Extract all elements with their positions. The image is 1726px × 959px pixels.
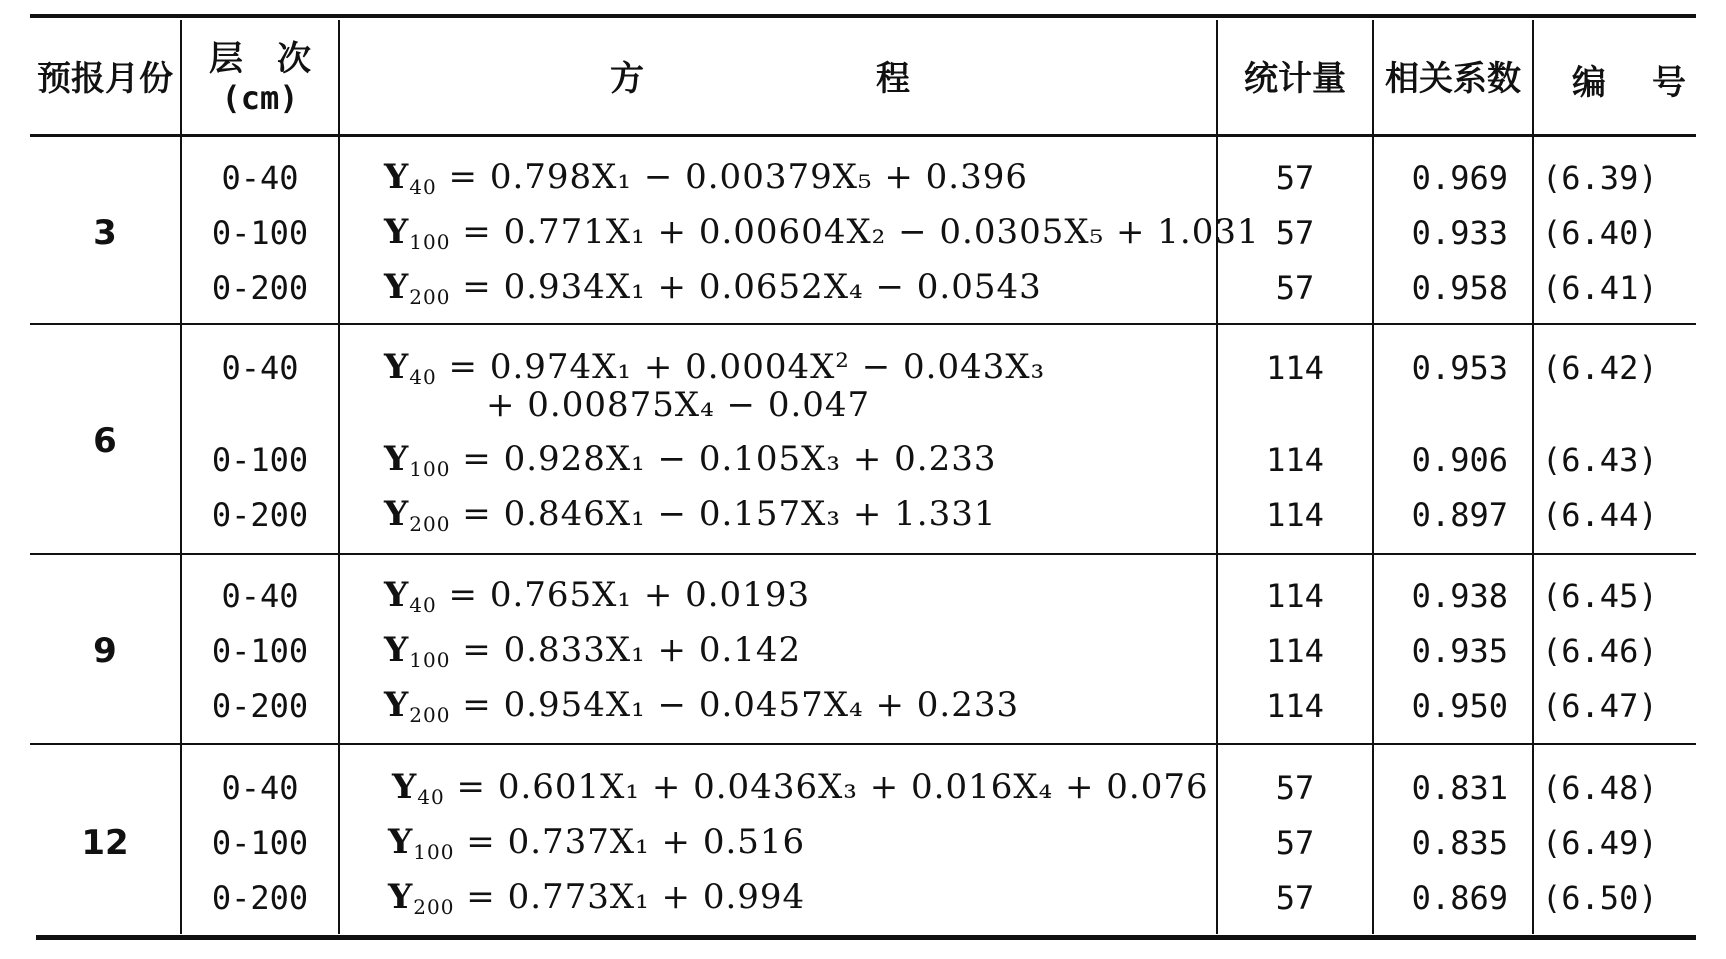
equation-number-cell: (6.41) bbox=[1542, 269, 1658, 307]
header-number-right: 号 bbox=[1652, 63, 1686, 103]
col-divider-5 bbox=[1532, 20, 1534, 934]
layer-cell: 0-40 bbox=[221, 349, 299, 387]
equation-number-cell: (6.39) bbox=[1542, 159, 1658, 197]
equation-cell: $Y_{100} = 0.771X_1 + 0.00604X_2 - 0.0305X_5 + 1.031$ bbox=[384, 212, 1260, 254]
layer-cell: 0-200 bbox=[211, 687, 309, 725]
equation-number-cell: (6.44) bbox=[1542, 496, 1658, 534]
statistic-cell: 57 bbox=[1275, 824, 1315, 862]
header-layer-unit: (cm) bbox=[221, 79, 299, 117]
statistic-cell: 114 bbox=[1266, 349, 1324, 387]
correlation-cell: 0.950 bbox=[1411, 687, 1508, 725]
equation-cell: $Y_{40} = 0.974X_1 + 0.0004X^2 - 0.043X_3$ bbox=[384, 347, 1046, 389]
equation-number-cell: (6.40) bbox=[1542, 214, 1658, 252]
equation-cell: $Y_{40} = 0.765X_1 + 0.0193$ bbox=[384, 575, 811, 617]
equation-number-cell: (6.50) bbox=[1542, 879, 1658, 917]
statistic-cell: 114 bbox=[1266, 687, 1324, 725]
header-layer: 层 次 bbox=[209, 39, 311, 79]
layer-cell: 0-200 bbox=[211, 879, 309, 917]
group-rule-3 bbox=[30, 743, 1696, 745]
equation-cell: $Y_{200} = 0.954X_1 - 0.0457X_4 + 0.233$ bbox=[384, 685, 1020, 727]
header-correlation: 相关系数 bbox=[1385, 59, 1521, 99]
statistic-cell: 57 bbox=[1275, 879, 1315, 917]
correlation-cell: 0.906 bbox=[1411, 441, 1508, 479]
statistic-cell: 114 bbox=[1266, 496, 1324, 534]
statistic-cell: 57 bbox=[1275, 159, 1315, 197]
correlation-cell: 0.969 bbox=[1411, 159, 1508, 197]
statistic-cell: 114 bbox=[1266, 441, 1324, 479]
equation-cell: $Y_{200} = 0.846X_1 - 0.157X_3 + 1.331$ bbox=[384, 494, 997, 536]
equation-cell: $Y_{40} = 0.798X_1 - 0.00379X_5 + 0.396$ bbox=[384, 157, 1028, 199]
statistic-cell: 57 bbox=[1275, 269, 1315, 307]
statistic-cell: 114 bbox=[1266, 577, 1324, 615]
equation-number-cell: (6.46) bbox=[1542, 632, 1658, 670]
correlation-cell: 0.831 bbox=[1411, 769, 1508, 807]
layer-cell: 0-100 bbox=[211, 824, 309, 862]
bottom-rule bbox=[36, 935, 1696, 940]
layer-cell: 0-40 bbox=[221, 159, 299, 197]
correlation-cell: 0.958 bbox=[1411, 269, 1508, 307]
layer-cell: 0-40 bbox=[221, 577, 299, 615]
equation-number-cell: (6.45) bbox=[1542, 577, 1658, 615]
equation-continuation: + 0.00875X₄ − 0.047 bbox=[486, 385, 871, 425]
equation-cell: $Y_{100} = 0.833X_1 + 0.142$ bbox=[384, 630, 802, 672]
header-equation-left: 方 bbox=[610, 59, 644, 99]
layer-cell: 0-100 bbox=[211, 441, 309, 479]
equation-number-cell: (6.42) bbox=[1542, 349, 1658, 387]
equation-cell: $Y_{100} = 0.928X_1 - 0.105X_3 + 0.233$ bbox=[384, 439, 997, 481]
layer-cell: 0-200 bbox=[211, 269, 309, 307]
equation-cell: $Y_{100} = 0.737X_1 + 0.516$ bbox=[388, 822, 806, 864]
layer-cell: 0-100 bbox=[211, 214, 309, 252]
month-cell: 3 bbox=[93, 213, 117, 253]
header-number-left: 编 bbox=[1572, 63, 1606, 103]
group-rule-1 bbox=[30, 323, 1696, 325]
correlation-cell: 0.935 bbox=[1411, 632, 1508, 670]
header-month: 预报月份 bbox=[37, 59, 173, 99]
statistic-cell: 57 bbox=[1275, 769, 1315, 807]
correlation-cell: 0.897 bbox=[1411, 496, 1508, 534]
correlation-cell: 0.869 bbox=[1411, 879, 1508, 917]
equation-number-cell: (6.49) bbox=[1542, 824, 1658, 862]
equation-cell: $Y_{200} = 0.934X_1 + 0.0652X_4 - 0.0543$ bbox=[384, 267, 1042, 309]
correlation-cell: 0.953 bbox=[1411, 349, 1508, 387]
month-cell: 12 bbox=[81, 823, 129, 863]
equation-cell: $Y_{40} = 0.601X_1 + 0.0436X_3 + 0.016X_4 + 0.076$ bbox=[392, 767, 1209, 809]
correlation-cell: 0.938 bbox=[1411, 577, 1508, 615]
header-statistic: 统计量 bbox=[1244, 59, 1346, 99]
group-rule-2 bbox=[30, 553, 1696, 555]
equation-number-cell: (6.48) bbox=[1542, 769, 1658, 807]
header-equation-right: 程 bbox=[876, 59, 910, 99]
statistic-cell: 57 bbox=[1275, 214, 1315, 252]
equation-number-cell: (6.43) bbox=[1542, 441, 1658, 479]
month-cell: 6 bbox=[93, 421, 117, 461]
layer-cell: 0-100 bbox=[211, 632, 309, 670]
top-rule bbox=[30, 14, 1696, 18]
header-rule bbox=[30, 134, 1696, 137]
layer-cell: 0-40 bbox=[221, 769, 299, 807]
correlation-cell: 0.835 bbox=[1411, 824, 1508, 862]
col-divider-2 bbox=[338, 20, 340, 934]
month-cell: 9 bbox=[93, 631, 117, 671]
statistic-cell: 114 bbox=[1266, 632, 1324, 670]
equation-cell: $Y_{200} = 0.773X_1 + 0.994$ bbox=[388, 877, 806, 919]
equation-number-cell: (6.47) bbox=[1542, 687, 1658, 725]
correlation-cell: 0.933 bbox=[1411, 214, 1508, 252]
layer-cell: 0-200 bbox=[211, 496, 309, 534]
